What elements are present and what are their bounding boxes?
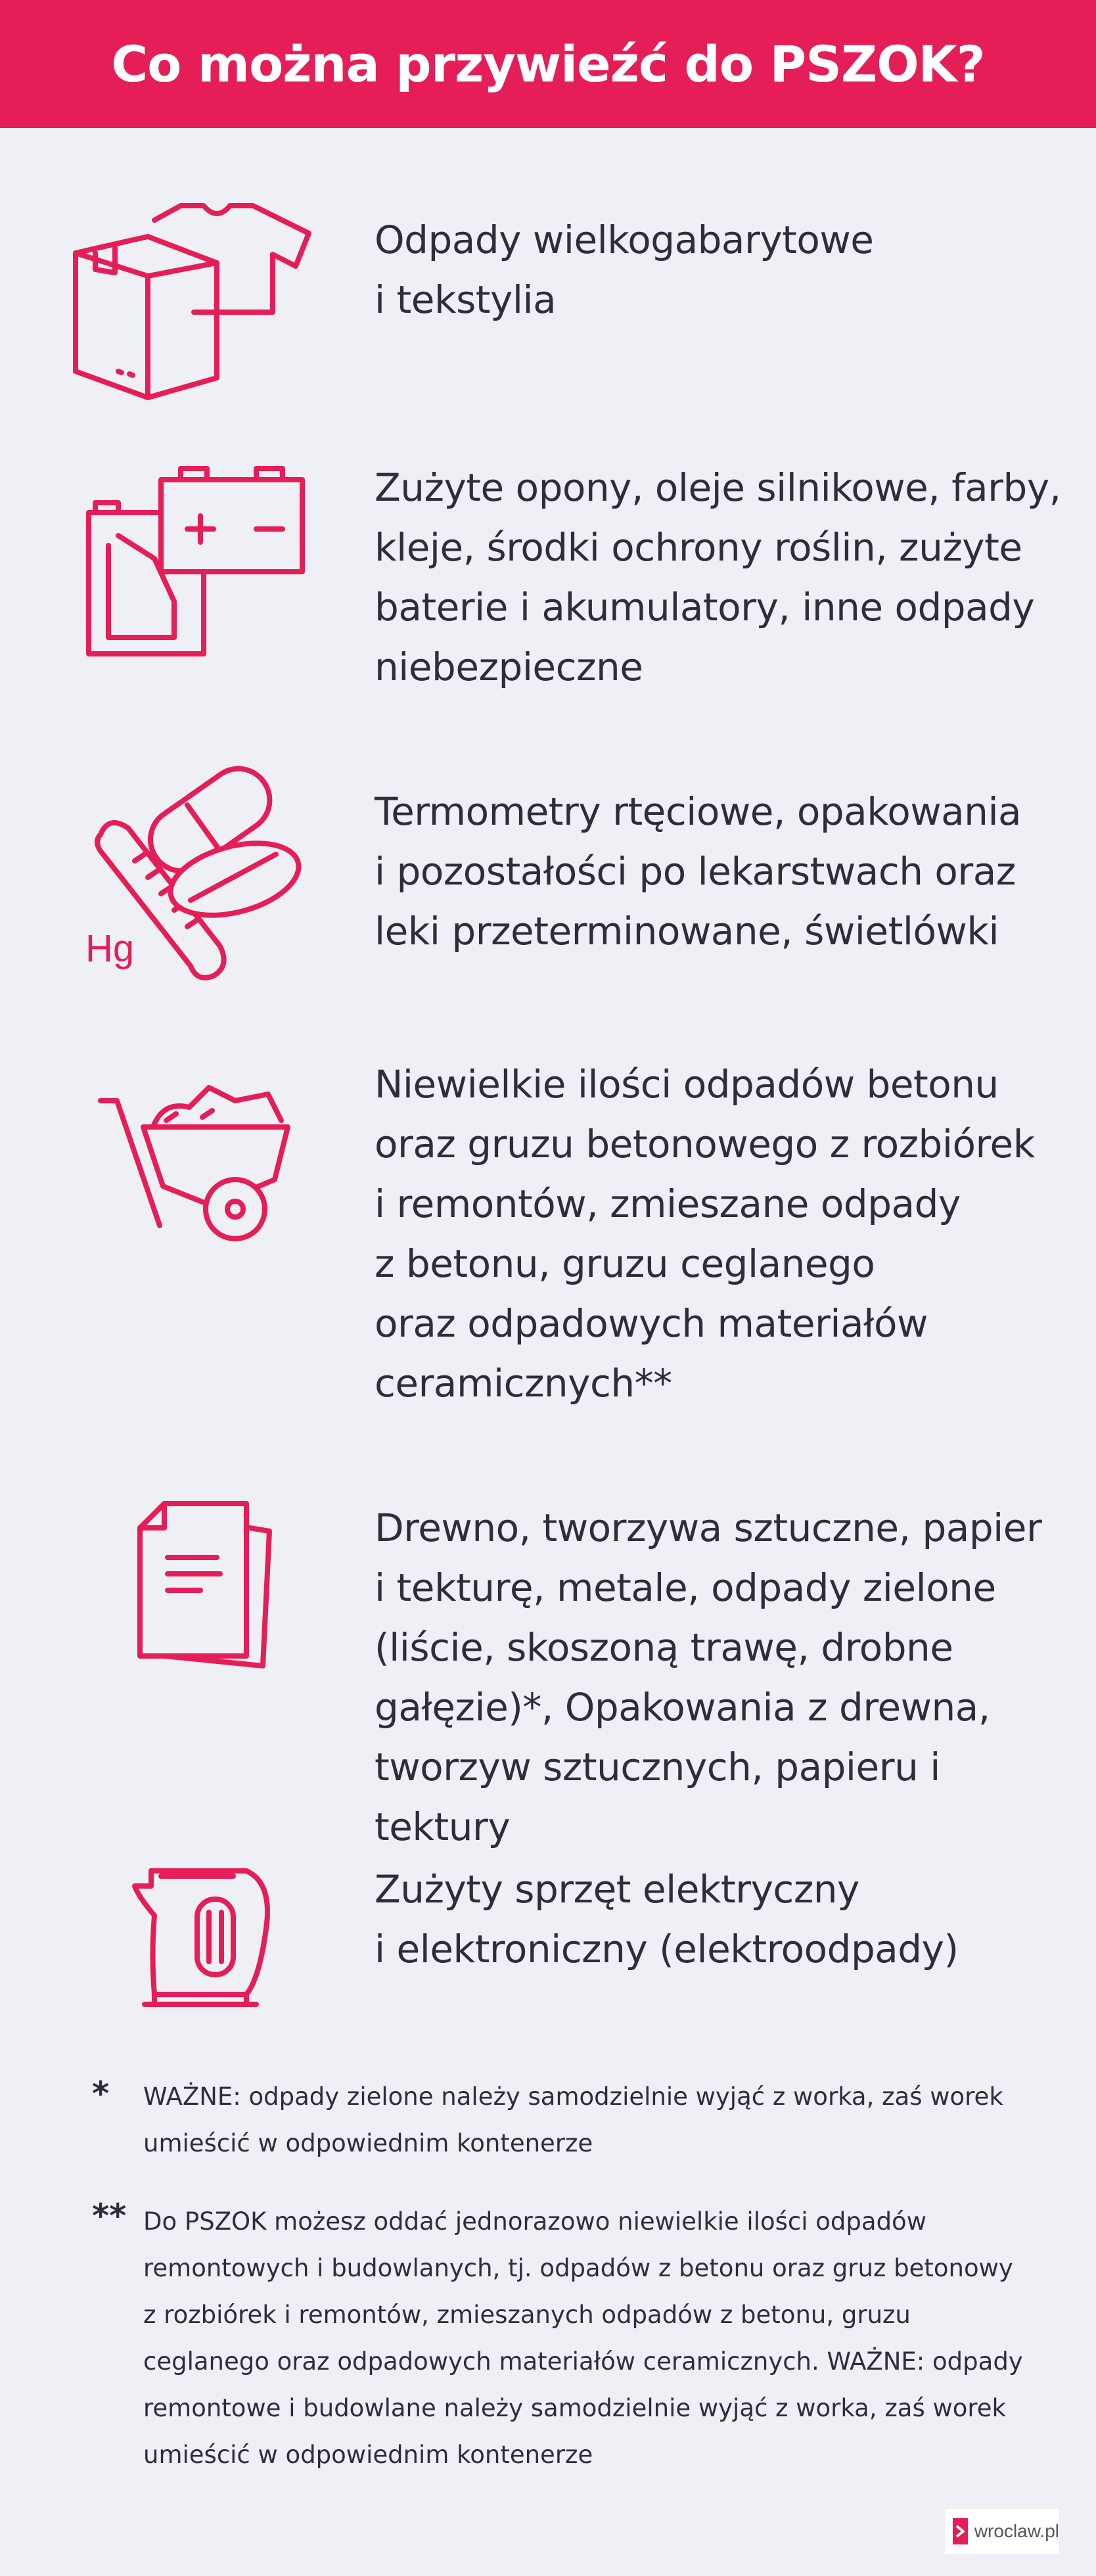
footnote-mark: * xyxy=(92,2075,110,2113)
paper-documents-icon xyxy=(135,1498,279,1669)
logo-arrow-icon xyxy=(953,2518,968,2544)
thermometer-pills-icon xyxy=(82,769,299,986)
header-banner xyxy=(0,0,1096,128)
footnote-mark: ** xyxy=(92,2197,127,2235)
item-text-hazardous-waste: Zużyte opony, oleje silnikowe, farby, kleje, środki ochrony roślin, zużyte baterie i akumulatory, inne odpady niebezpieczne xyxy=(375,465,1061,689)
battery-and-canister-icon xyxy=(82,463,309,660)
item-text-electronics: Zużyty sprzęt elektryczny i elektroniczny (elektroodpady) xyxy=(375,1867,959,1971)
footnote-green-waste xyxy=(92,2073,1051,2172)
item-text-bulky-waste: Odpady wielkogabarytowe i tekstylia xyxy=(375,218,874,322)
hg-label: Hg xyxy=(85,927,135,970)
footnote-text: WAŻNE: odpady zielone należy samodzielnie wyjąć z worka, zaś worek umieścić w odpowiednim kontenerze xyxy=(143,2082,1003,2157)
item-text-medical-waste: Termometry rtęciowe, opakowania i pozostałości po lekarstwach oraz leki przeterminowane, świetlówki xyxy=(375,789,1022,954)
wroclaw-logo[interactable] xyxy=(945,2509,1059,2554)
item-text-construction-waste: Niewielkie ilości odpadów betonu oraz gruzu betonowego z rozbiórek i remontów, zmieszane odpady z betonu, gruzu ceglanego oraz odpadowych materiałów ceramicznych** xyxy=(375,1062,1035,1406)
wheelbarrow-icon xyxy=(97,1081,294,1245)
footnote-text: Do PSZOK możesz oddać jednorazowo niewielkie ilości odpadów remontowych i budowlanych, tj. odpadów z betonu oraz gruz betonowy z rozbiórek i remontów, zmieszanych odpadów z betonu, gruzu ceglanego oraz odpadowych materiałów ceramicznych. WAŻNE: odpady remontowe i budowlane należy samodzielnie wyjąć z worka, zaś worek umieścić w odpowiednim kontenerze xyxy=(143,2207,1023,2469)
box-and-tshirt-icon xyxy=(69,200,319,401)
page-title: Co można przywieźć do PSZOK? xyxy=(111,35,985,93)
item-text-recyclables: Drewno, tworzywa sztuczne, papier i tekturę, metale, odpady zielone (liście, skoszoną trawę, drobne gałęzie)*, Opakowania z drewna, tworzyw sztucznych, papieru i tektury xyxy=(375,1506,1042,1849)
footnote-construction-waste xyxy=(92,2198,1051,2481)
kettle-icon xyxy=(131,1856,276,2011)
logo-text: wroclaw.pl xyxy=(974,2521,1059,2541)
